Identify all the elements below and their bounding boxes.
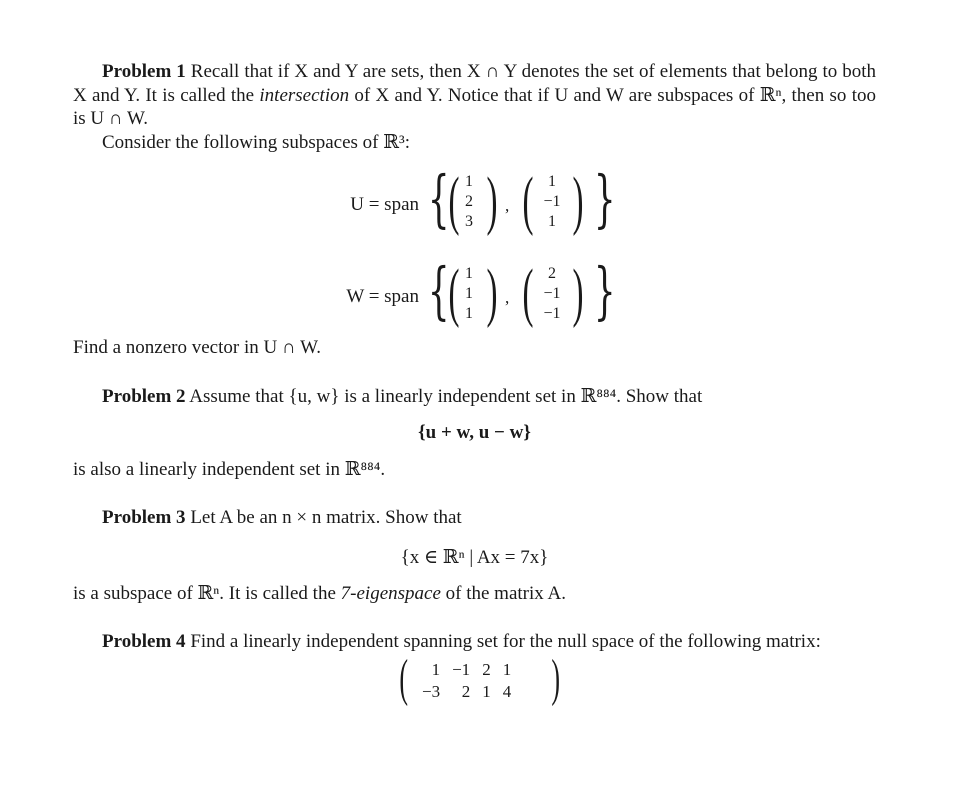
problem-1-text-1: Recall that if X and Y are sets, then X ∩ Y denotes the set of elements that belong to both X and Y. It is called the <box>73 61 877 106</box>
problem-4-heading: Problem 4 <box>102 630 186 652</box>
left-paren: ( <box>522 164 534 237</box>
problem-4-matrix <box>73 650 876 707</box>
problem-1-term: intersection <box>259 84 350 106</box>
left-paren: ( <box>399 650 408 707</box>
left-brace: { <box>427 254 450 327</box>
U-vector-2: 1 −1 1 <box>543 173 561 230</box>
left-paren: ( <box>448 256 460 329</box>
problem-1-task: Find a nonzero vector in U ∩ W. <box>73 337 322 358</box>
problem-2-text-1: Assume that {u, w} is a linearly independent set in ℝ⁸⁸⁴. Show that <box>189 385 703 407</box>
problem-2-text-2: is also a linearly independent set in ℝ⁸⁸⁴. <box>73 458 386 480</box>
right-paren: ) <box>572 256 584 329</box>
W-vector-2: 2 −1 −1 <box>543 265 561 322</box>
problem-2-heading: Problem 2 <box>102 385 186 407</box>
comma: , <box>505 196 510 215</box>
problem-1-consider: Consider the following subspaces of ℝ³: <box>102 131 411 153</box>
matrix-row: −3 2 1 4 <box>422 682 512 701</box>
problem-1-intro <box>73 60 876 131</box>
U-vector-1: 1 2 3 <box>465 173 473 230</box>
problem-2-display: {u + w, u − w} <box>418 422 531 443</box>
problem-4-text-1: Find a linearly independent spanning set for the null space of the following matrix: <box>190 630 821 652</box>
W-vector-1: 1 1 1 <box>465 265 473 322</box>
right-paren: ) <box>551 650 560 707</box>
matrix-table <box>416 659 517 703</box>
right-brace: } <box>593 162 616 235</box>
matrix-row: 1 −1 2 1 <box>431 660 512 679</box>
problem-1-text-2: of X and Y. Notice that if U and W are subspaces of ℝⁿ, then so too is U ∩ W. <box>73 84 876 129</box>
document-body <box>73 60 876 707</box>
right-paren: ) <box>486 164 498 237</box>
right-paren: ) <box>572 164 584 237</box>
subspace-W <box>73 256 876 334</box>
U-label: U = span <box>350 194 419 215</box>
problem-4-intro <box>73 630 876 654</box>
subspace-U <box>73 164 876 242</box>
left-paren: ( <box>448 164 460 237</box>
problem-3-text-2: is a subspace of ℝⁿ. It is called the 7-eigenspace of the matrix A. <box>73 583 566 604</box>
left-paren: ( <box>522 256 534 329</box>
problem-3-text-1: Let A be an n × n matrix. Show that <box>190 507 462 528</box>
problem-3-display: {x ∈ ℝⁿ | Ax = 7x} <box>400 546 549 568</box>
W-label: W = span <box>346 286 419 307</box>
right-brace: } <box>593 254 616 327</box>
comma: , <box>505 288 510 307</box>
right-paren: ) <box>486 256 498 329</box>
problem-2-intro <box>73 385 876 409</box>
problem-3-intro <box>73 506 876 530</box>
problem-1-heading: Problem 1 <box>102 61 186 82</box>
problem-3-heading: Problem 3 <box>102 507 186 528</box>
left-brace: { <box>427 162 450 235</box>
problem-3-term: 7-eigenspace <box>340 583 441 604</box>
